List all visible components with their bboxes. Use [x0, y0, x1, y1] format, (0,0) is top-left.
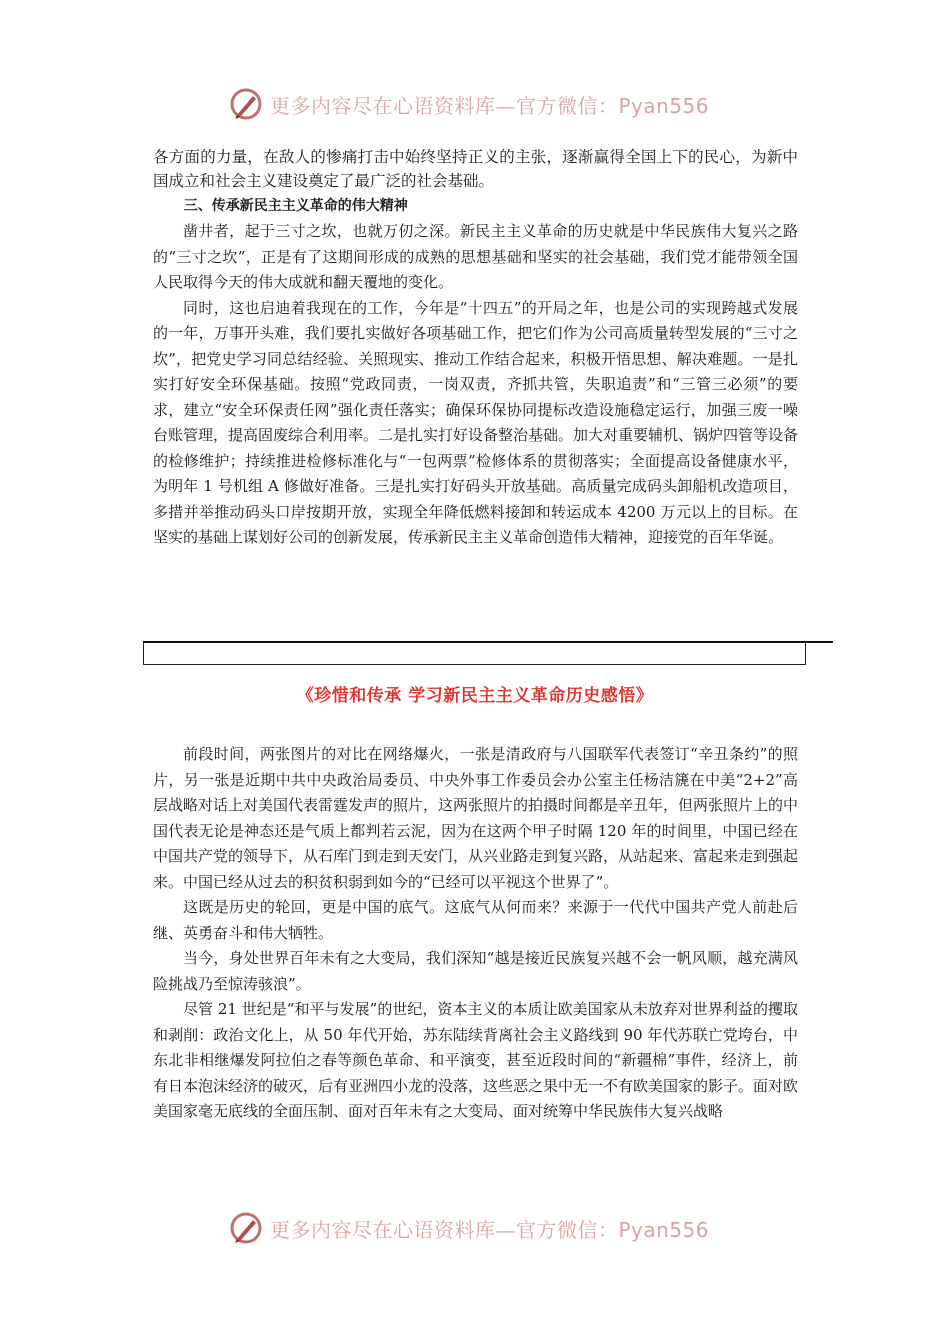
watermark-wechat-id: Pyan556 [618, 93, 710, 118]
article-body [153, 742, 798, 1125]
body-paragraph: 凿井者，起于三寸之坎，也就万仞之深。新民主主义革命的历史就是中华民族伟大复兴之路的“三寸之坎”，正是有了这期间形成的成熟的思想基础和坚实的社会基础，我们党才能带领全国人民取得今天的伟大成就和翻天覆地的变化。 [153, 222, 798, 291]
article-paragraph: 这既是历史的轮回，更是中国的底气。这底气从何而来？来源于一代代中国共产党人前赴后继、英勇奋斗和伟大牺牲。 [153, 898, 798, 942]
body-paragraph: 同时，这也启迪着我现在的工作，今年是“十四五”的开局之年，也是公司的实现跨越式发展的一年，万事开头难，我们要扎实做好各项基础工作，把它们作为公司高质量转型发展的“三寸之坎”，把党史学习同总结经验、关照现实、推动工作结合起来，积极开悟思想、解决难题。一是扎实打好安全环保基础。按照“党政同责，一岗双责，齐抓共管，失职追责”和“三管三必须”的要求，建立“安全环保责任网”强化责任落实；确保环保协同提标改造设施稳定运行，加强三废一噪台账管理，提高固废综合利用率。二是扎实打好设备整治基础。加大对重要辅机、锅炉四管等设备的检修维护；持续推进检修标准化与“一包两票”检修体系的贯彻落实；全面提高设备健康水平，为明年 1 号机组 A 修做好准备。三是扎实打好码头开放基础。高质量完成码头卸船机改造项目，多措并举推动码头口岸按期开放，实现全年降低燃料接卸和转运成本 4200 万元以上的目标。在坚实的基础上谋划好公司的创新发展，传承新民主主义革命创造伟大精神，迎接党的百年华诞。 [153, 298, 799, 546]
pen-logo-icon [228, 86, 264, 122]
pen-logo-icon [228, 1210, 264, 1246]
section-divider [143, 641, 806, 665]
article-paragraph: 前段时间，两张图片的对比在网络爆火，一张是清政府与八国联军代表签订“辛丑条约”的照片，另一张是近期中共中央政治局委员、中央外事工作委员会办公室主任杨洁篪在中美“2+2”高层战略对话上对美国代表雷霆发声的照片，这两张照片的拍摄时间都是辛丑年，但两张照片上的中国代表无论是神态还是气质上都判若云泥，因为在这两个甲子时隔 120 年的时间里，中国已经在中国共产党的领导下，从石库门到走到天安门，从兴业路走到复兴路，从站起来、富起来走到强起来。中国已经从过去的积贫积弱到如今的“已经可以平视这个世界了”。 [153, 745, 799, 891]
watermark-text: 更多内容尽在心语资料库—官方微信：Pyan556 [270, 93, 710, 118]
watermark-header [228, 84, 709, 124]
continuation-paragraph: 各方面的力量，在敌人的惨痛打击中始终坚持正义的主张，逐渐赢得全国上下的民心，为新中国成立和社会主义建设奠定了最广泛的社会基础。 [153, 148, 798, 190]
section-heading: 三、传承新民主主义革命的伟大精神 [183, 198, 408, 214]
article-title: 《珍惜和传承 学习新民主主义革命历史感悟》 [296, 686, 654, 706]
section-divider-extension [806, 641, 833, 643]
article-paragraph: 当今，身处世界百年未有之大变局，我们深知“越是接近民族复兴越不会一帆风顺，越充满风险挑战乃至惊涛骇浪”。 [153, 949, 798, 993]
watermark-footer [228, 1208, 709, 1248]
article-paragraph: 尽管 21 世纪是“和平与发展”的世纪，资本主义的本质让欧美国家从未放弃对世界利益的攫取和剥削：政治文化上，从 50 年代开始，苏东陆续背离社会主义路线到 90 年代苏联亡党垮台，中东北非相继爆发阿拉伯之春等颜色革命、和平演变，甚至近段时间的“新疆棉”事件，经济上，前有日本泡沫经济的破灭，后有亚洲四小龙的没落，这些恶之果中无一不有欧美国家的影子。面对欧美国家毫无底线的全面压制、面对百年未有之大变局、面对统筹中华民族伟大复兴战略 [153, 1000, 799, 1120]
top-section [153, 145, 798, 551]
watermark-wechat-id: Pyan556 [618, 1217, 710, 1242]
watermark-text: 更多内容尽在心语资料库—官方微信：Pyan556 [270, 1217, 710, 1242]
